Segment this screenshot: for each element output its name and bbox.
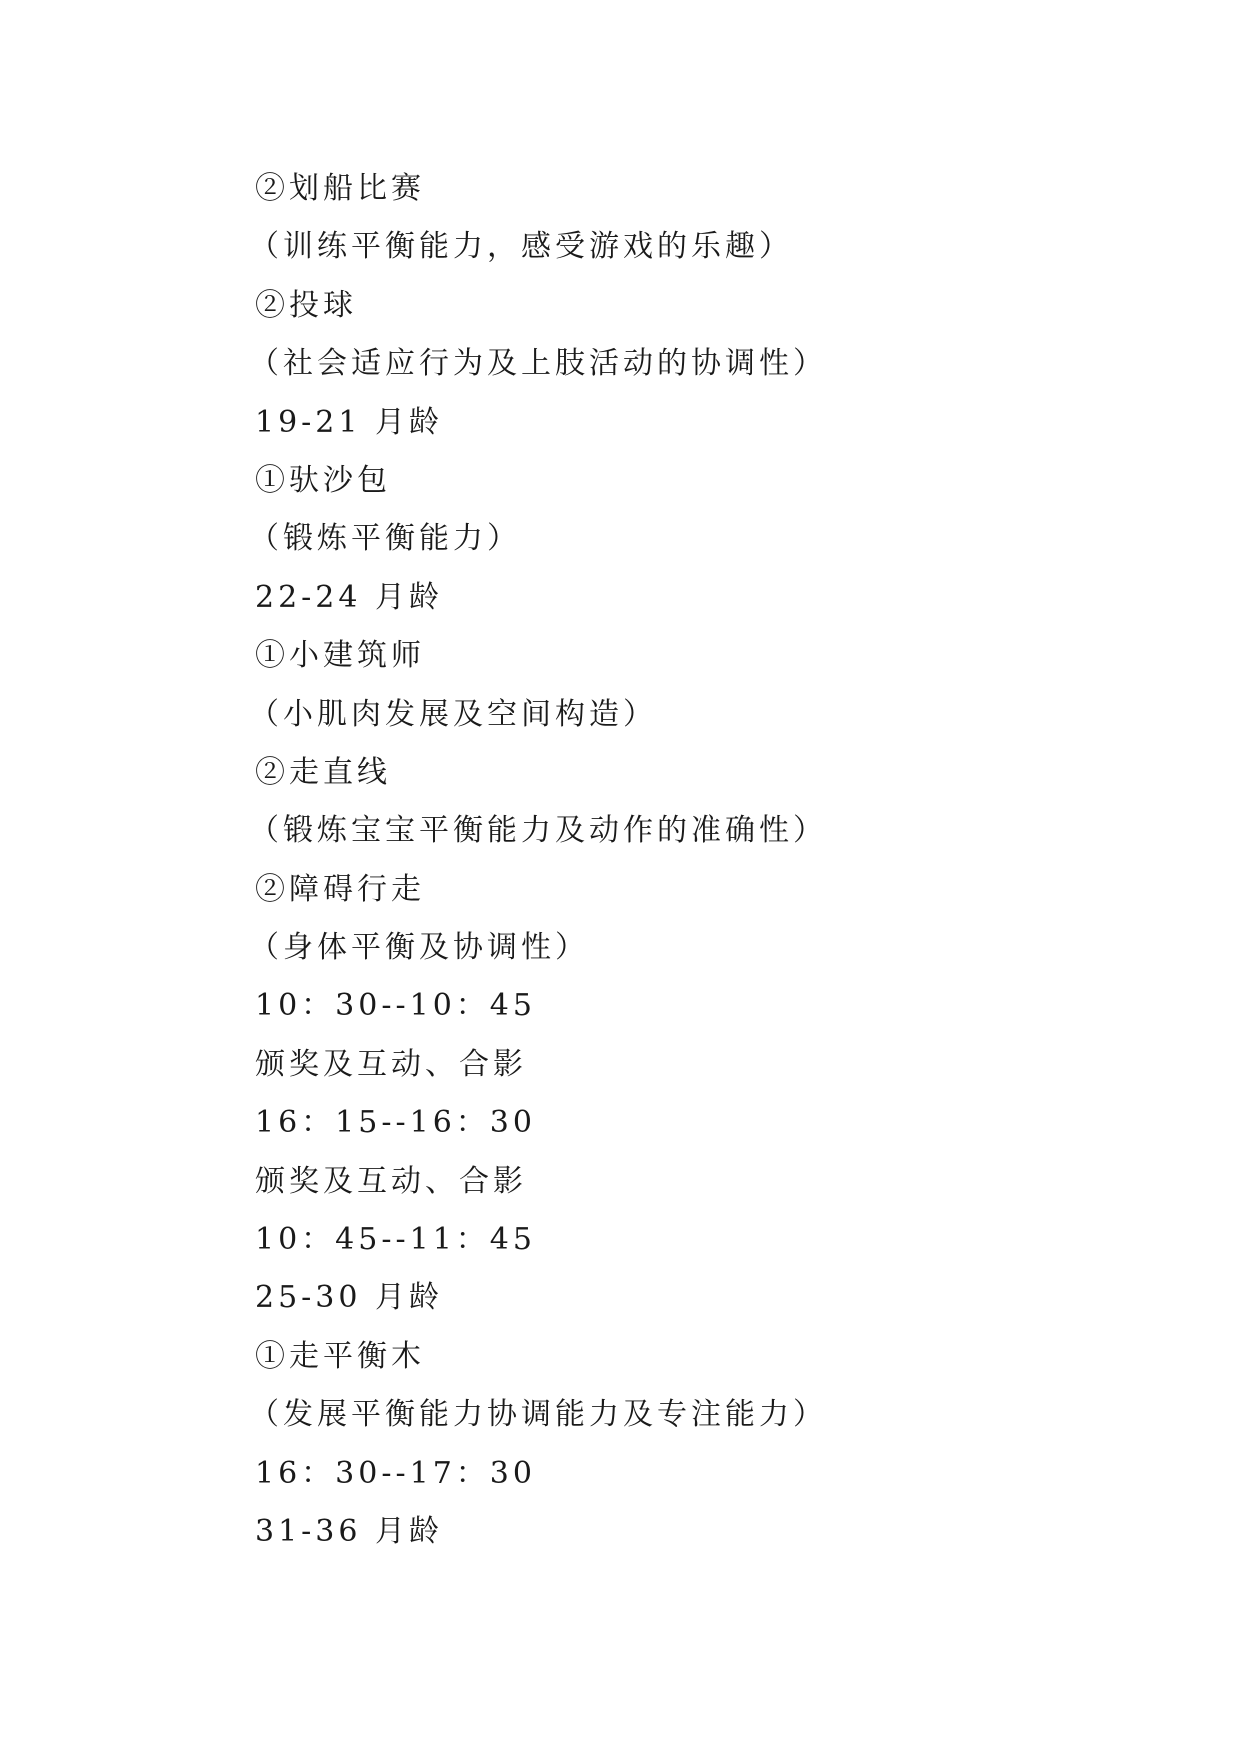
- activity-note: （社会适应行为及上肢活动的协调性）: [249, 346, 827, 382]
- age-group-heading: 25-30 月龄: [255, 1280, 444, 1316]
- activity-title: ①驮沙包: [255, 462, 391, 498]
- time-slot: 16：15--16：30: [255, 1105, 536, 1141]
- time-slot: 10：30--10：45: [255, 988, 536, 1024]
- activity-note: （发展平衡能力协调能力及专注能力）: [249, 1397, 827, 1433]
- age-group-heading: 19-21 月龄: [255, 404, 444, 440]
- activity-note: （锻炼平衡能力）: [249, 521, 521, 557]
- time-slot: 10：45--11：45: [255, 1222, 536, 1258]
- activity-title: ②走直线: [255, 754, 391, 790]
- schedule-item: 颁奖及互动、合影: [255, 1163, 527, 1199]
- activity-note: （身体平衡及协调性）: [249, 930, 589, 966]
- activity-title: ②划船比赛: [255, 171, 425, 206]
- age-group-heading: 31-36 月龄: [255, 1513, 444, 1549]
- activity-title: ②投球: [255, 287, 357, 323]
- schedule-item: 颁奖及互动、合影: [255, 1046, 527, 1082]
- activity-note: （锻炼宝宝平衡能力及动作的准确性）: [249, 813, 827, 849]
- activity-title: ②障碍行走: [255, 871, 425, 907]
- activity-title: ①小建筑师: [255, 638, 425, 674]
- age-group-heading: 22-24 月龄: [255, 579, 444, 615]
- text-body: [249, 160, 827, 1561]
- activity-note: （小肌肉发展及空间构造）: [249, 696, 657, 732]
- activity-note: （训练平衡能力，感受游戏的乐趣）: [249, 229, 793, 265]
- time-slot: 16：30--17：30: [255, 1455, 536, 1491]
- activity-title: ①走平衡木: [255, 1338, 425, 1374]
